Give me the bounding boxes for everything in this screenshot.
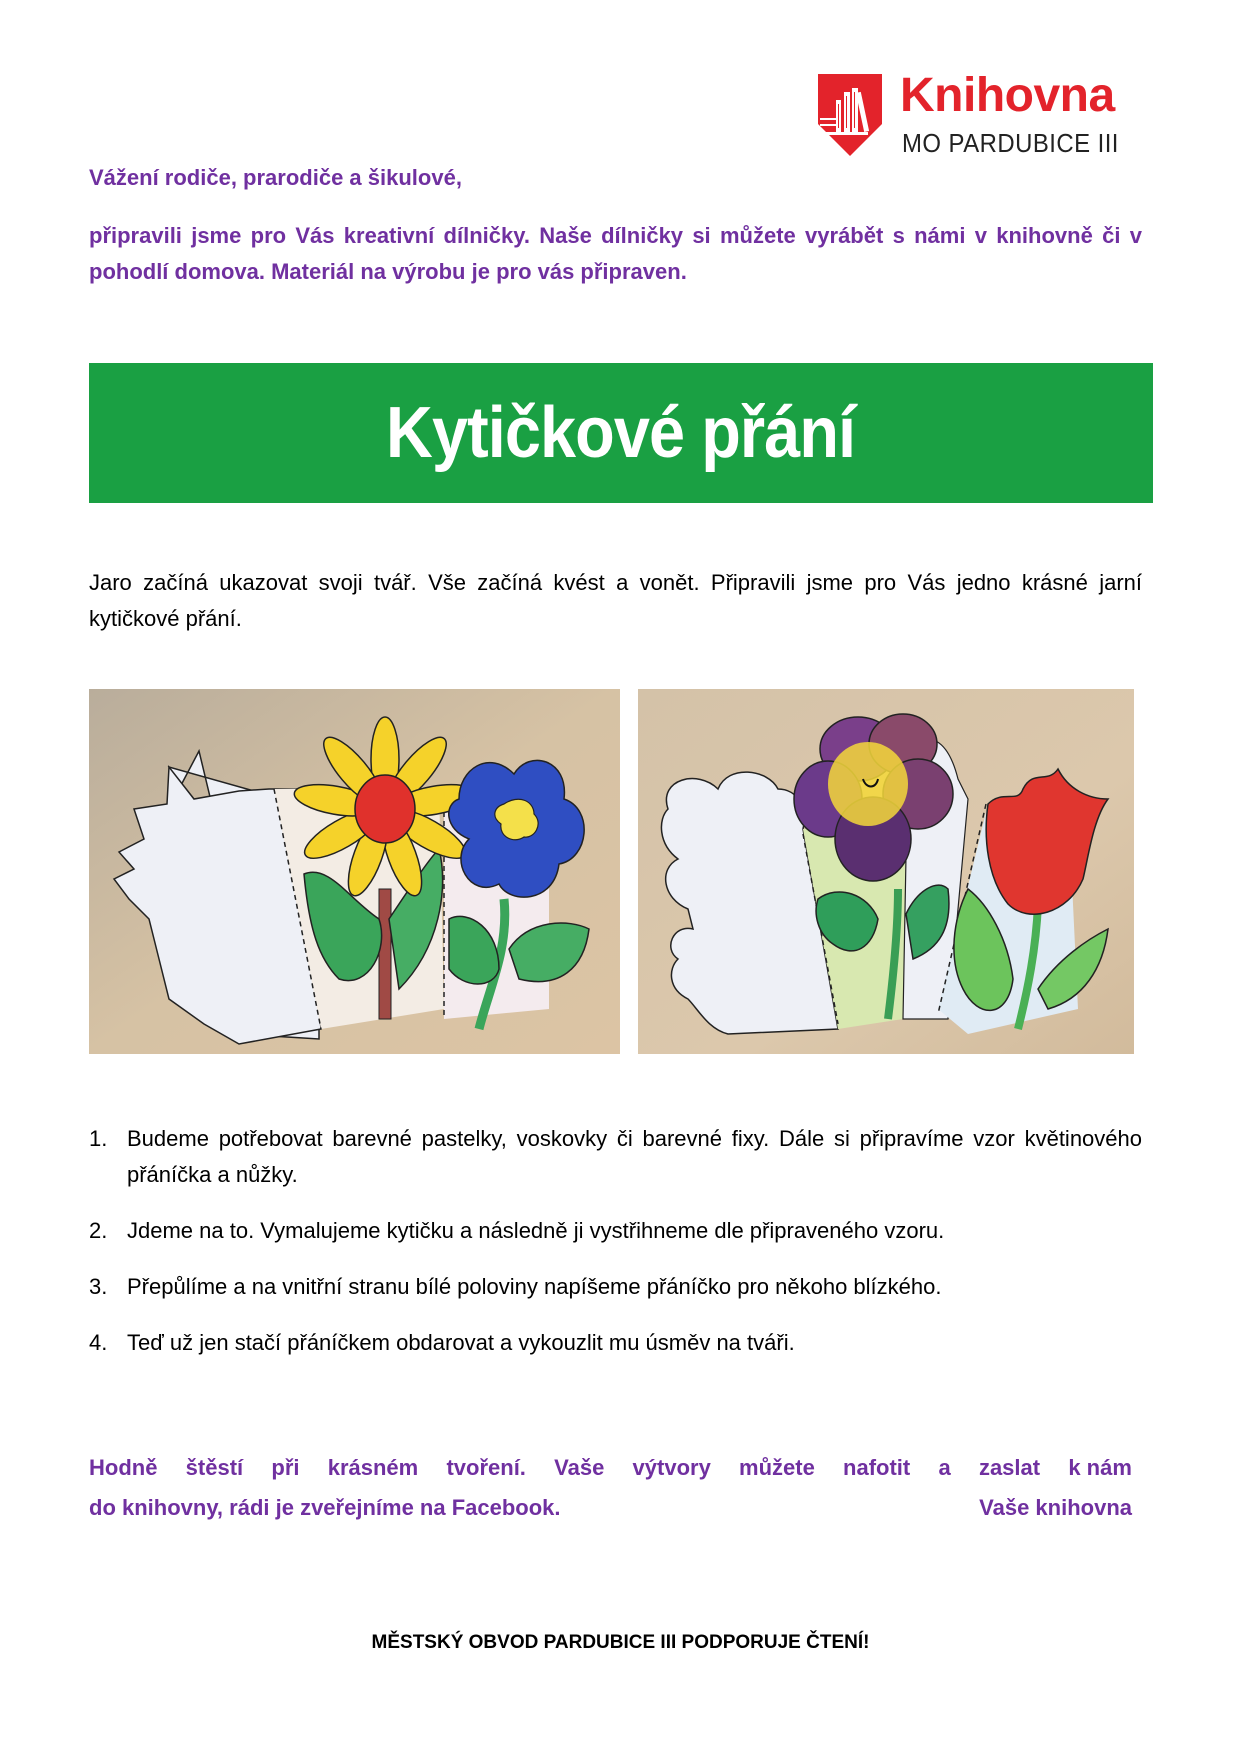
closing-word: tvoření.: [446, 1455, 526, 1480]
closing-message: [89, 1448, 1132, 1528]
photo-sunflower-card: [89, 689, 620, 1054]
closing-word: Hodně: [89, 1455, 158, 1480]
logo-subtitle: MO PARDUBICE III: [902, 128, 1119, 158]
lead-paragraph: Jaro začíná ukazovat svoji tvář. Vše začíná kvést a vonět. Připravili jsme pro Vás jedno krásné jarní kytičkové přání.: [89, 570, 1142, 631]
closing-word: Vaše: [554, 1455, 605, 1480]
step-number: 3.: [89, 1274, 108, 1299]
step-text: Jdeme na to. Vymalujeme kytičku a následně ji vystřihneme dle připraveného vzoru.: [127, 1218, 945, 1243]
closing-word: štěstí: [185, 1455, 244, 1480]
closing-word: při: [271, 1455, 300, 1480]
list-item: [89, 1213, 1142, 1249]
closing-word: krásném: [327, 1455, 419, 1480]
book-shield-icon: [816, 72, 884, 158]
closing-word: nafotit: [843, 1455, 911, 1480]
closing-line-2: [89, 1488, 1132, 1528]
signature: Vaše knihovna: [979, 1495, 1132, 1520]
title-banner: [89, 363, 1153, 503]
step-number: 2.: [89, 1218, 108, 1243]
page-title: Kytičkové přání: [386, 393, 856, 473]
intro-text: připravili jsme pro Vás kreativní dílničky. Naše dílničky si můžete vyrábět s námi v knihovně či v pohodlí domova. Materiál na výrobu je pro vás připraven.: [89, 223, 1142, 284]
closing-word: výtvory: [632, 1455, 711, 1480]
list-item: [89, 1269, 1142, 1305]
greeting: Vážení rodiče, prarodiče a šikulové,: [89, 165, 462, 190]
closing-text: do knihovny, rádi je zveřejníme na Facebook.: [89, 1495, 561, 1520]
list-item: [89, 1325, 1142, 1361]
closing-word: a: [938, 1455, 951, 1480]
logo-title: Knihovna: [900, 69, 1115, 122]
footer-slogan: MĚSTSKÝ OBVOD PARDUBICE III PODPORUJE ČTENÍ!: [371, 1632, 870, 1653]
step-number: 1.: [89, 1126, 108, 1151]
step-text: Teď už jen stačí přáníčkem obdarovat a vykouzlit mu úsměv na tváři.: [127, 1330, 795, 1355]
closing-line-1: [89, 1448, 1132, 1488]
list-item: [89, 1121, 1142, 1193]
step-text: Budeme potřebovat barevné pastelky, voskovky či barevné fixy. Dále si připravíme vzor květinového přáníčka a nůžky.: [127, 1126, 1142, 1187]
instruction-list: [89, 1121, 1142, 1361]
closing-word: k nám: [1068, 1455, 1132, 1480]
closing-word: zaslat: [978, 1455, 1041, 1480]
step-text: Přepůlíme a na vnitřní stranu bílé poloviny napíšeme přáníčko pro někoho blízkého.: [127, 1274, 942, 1299]
closing-word: můžete: [739, 1455, 815, 1480]
library-logo: [816, 69, 1156, 162]
photo-tulip-card: [638, 689, 1134, 1054]
step-number: 4.: [89, 1330, 108, 1355]
